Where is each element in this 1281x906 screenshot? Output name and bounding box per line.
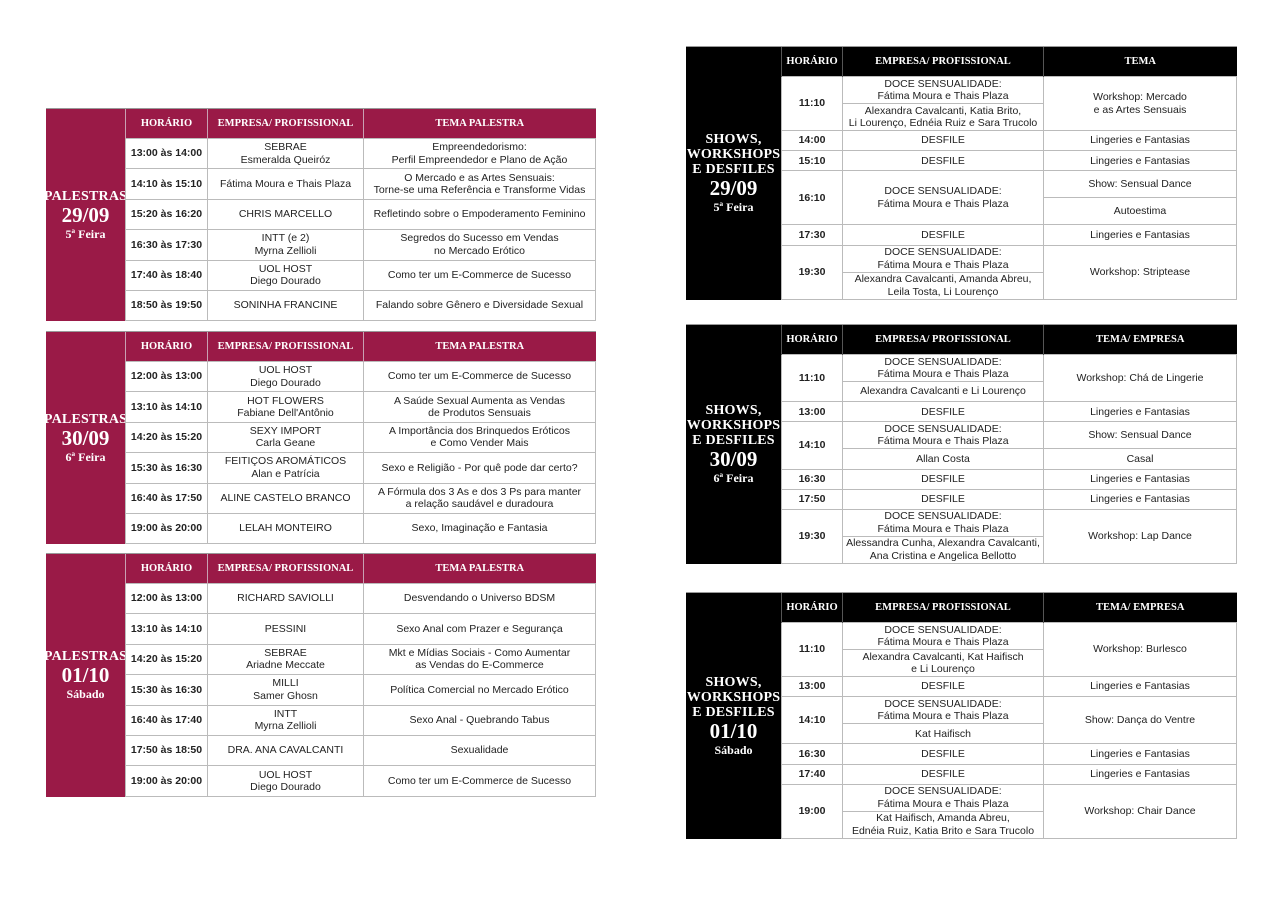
company-cell: DOCE SENSUALIDADE: Fátima Moura e Thais Plaza: [843, 623, 1044, 650]
company-cell: DESFILE: [843, 151, 1044, 171]
shows-table: [781, 325, 1237, 564]
company-cell: DOCE SENSUALIDADE: Fátima Moura e Thais Plaza: [843, 77, 1044, 104]
header-tema: TEMA/ EMPRESA: [1044, 325, 1237, 355]
palestras-label-panel: [43, 332, 128, 544]
shows-label-panel: [686, 325, 781, 564]
time-cell: 14:10: [782, 697, 843, 744]
theme-cell: Lingeries e Fantasias: [1044, 225, 1237, 245]
table-row: [782, 764, 1237, 784]
company-cell: DOCE SENSUALIDADE: Fátima Moura e Thais Plaza: [843, 697, 1044, 724]
time-cell: 16:40 às 17:50: [126, 483, 208, 513]
time-cell: 17:40: [782, 764, 843, 784]
palestras-table: [125, 554, 596, 797]
table-row: [126, 290, 596, 320]
table-row: [126, 453, 596, 483]
company-cell: DESFILE: [843, 489, 1044, 509]
company-cell: RICHARD SAVIOLLI: [208, 584, 364, 614]
table-row: [126, 483, 596, 513]
company-cell: UOL HOST Diego Dourado: [208, 260, 364, 290]
topic-cell: A Saúde Sexual Aumenta as Vendas de Produtos Sensuais: [364, 392, 596, 422]
panel-date: 29/09: [709, 176, 758, 201]
theme-cell: Workshop: Lap Dance: [1044, 509, 1237, 563]
topic-cell: Sexo Anal - Quebrando Tabus: [364, 705, 596, 735]
theme-cell: Lingeries e Fantasias: [1044, 677, 1237, 697]
table-row: [126, 392, 596, 422]
company-cell: Alessandra Cunha, Alexandra Cavalcanti, Ana Cristina e Angelica Bellotto: [843, 536, 1044, 563]
palestras-block-0110: [43, 553, 596, 797]
time-cell: 18:50 às 19:50: [126, 290, 208, 320]
table-row: [126, 614, 596, 644]
company-cell: CHRIS MARCELLO: [208, 199, 364, 229]
time-cell: 11:10: [782, 77, 843, 131]
header-horario: HORÁRIO: [782, 47, 843, 77]
time-cell: 14:10: [782, 422, 843, 469]
company-cell: INTT (e 2) Myrna Zellioli: [208, 230, 364, 260]
time-cell: 19:00 às 20:00: [126, 766, 208, 796]
header-empresa: EMPRESA/ PROFISSIONAL: [208, 554, 364, 584]
shows-label-panel: [686, 47, 781, 300]
time-cell: 14:10 às 15:10: [126, 169, 208, 199]
time-cell: 19:30: [782, 245, 843, 299]
time-cell: 16:10: [782, 171, 843, 225]
table-row: [126, 422, 596, 452]
company-cell: LELAH MONTEIRO: [208, 513, 364, 543]
header-empresa: EMPRESA/ PROFISSIONAL: [843, 593, 1044, 623]
topic-cell: Refletindo sobre o Empoderamento Feminino: [364, 199, 596, 229]
company-cell: DRA. ANA CAVALCANTI: [208, 735, 364, 765]
table-row: [782, 151, 1237, 171]
shows-table: [781, 47, 1237, 300]
panel-date: 29/09: [61, 203, 110, 228]
panel-line-1: SHOWS,: [705, 132, 762, 148]
time-cell: 19:30: [782, 509, 843, 563]
company-cell: FEITIÇOS AROMÁTICOS Alan e Patrícia: [208, 453, 364, 483]
company-cell: DOCE SENSUALIDADE: Fátima Moura e Thais Plaza: [843, 784, 1044, 811]
topic-cell: A Importância dos Brinquedos Eróticos e Como Vender Mais: [364, 422, 596, 452]
theme-cell: Workshop: Striptease: [1044, 245, 1237, 299]
table-row: [782, 402, 1237, 422]
panel-line-2: WORKSHOPS: [686, 418, 781, 434]
topic-cell: Segredos do Sucesso em Vendas no Mercado Erótico: [364, 230, 596, 260]
header-tema: TEMA PALESTRA: [364, 332, 596, 362]
time-cell: 14:20 às 15:20: [126, 422, 208, 452]
panel-title: PALESTRAS: [43, 189, 128, 205]
header-empresa: EMPRESA/ PROFISSIONAL: [208, 332, 364, 362]
panel-date: 30/09: [709, 447, 758, 472]
header-horario: HORÁRIO: [126, 109, 208, 139]
panel-date: 01/10: [61, 663, 110, 688]
panel-day: Sábado: [66, 687, 105, 702]
table-row: [126, 644, 596, 674]
company-cell: SEBRAE Esmeralda Queiróz: [208, 139, 364, 169]
company-cell: DESFILE: [843, 469, 1044, 489]
panel-line-1: SHOWS,: [705, 674, 762, 690]
time-cell: 16:30 às 17:30: [126, 230, 208, 260]
company-cell: DESFILE: [843, 677, 1044, 697]
topic-cell: Falando sobre Gênero e Diversidade Sexual: [364, 290, 596, 320]
table-row: [126, 230, 596, 260]
panel-line-3: E DESFILES: [692, 162, 775, 178]
table-row: [126, 260, 596, 290]
panel-line-2: WORKSHOPS: [686, 689, 781, 705]
table-row: [126, 199, 596, 229]
header-row: [126, 332, 596, 362]
table-row: [126, 139, 596, 169]
table-row: [782, 225, 1237, 245]
header-horario: HORÁRIO: [126, 332, 208, 362]
table-row: [782, 677, 1237, 697]
table-row: [126, 675, 596, 705]
header-row: [782, 47, 1237, 77]
time-cell: 17:50: [782, 489, 843, 509]
time-cell: 16:30: [782, 744, 843, 764]
table-row: [782, 784, 1237, 811]
header-horario: HORÁRIO: [782, 325, 843, 355]
company-cell: DESFILE: [843, 402, 1044, 422]
table-row: [126, 584, 596, 614]
topic-cell: Mkt e Mídias Sociais - Como Aumentar as Vendas do E-Commerce: [364, 644, 596, 674]
table-row: [782, 489, 1237, 509]
shows-block-2909: [686, 46, 1237, 300]
theme-cell: Lingeries e Fantasias: [1044, 151, 1237, 171]
palestras-block-3009: [43, 331, 596, 544]
panel-day: 6ª Feira: [65, 450, 106, 465]
theme-cell: Lingeries e Fantasias: [1044, 469, 1237, 489]
time-cell: 11:10: [782, 623, 843, 677]
theme-cell: Lingeries e Fantasias: [1044, 744, 1237, 764]
topic-cell: Como ter um E-Commerce de Sucesso: [364, 766, 596, 796]
theme-cell: Show: Dança do Ventre: [1044, 697, 1237, 744]
panel-day: 5ª Feira: [65, 227, 106, 242]
time-cell: 11:10: [782, 355, 843, 402]
panel-title: PALESTRAS: [43, 412, 128, 428]
topic-cell: Como ter um E-Commerce de Sucesso: [364, 260, 596, 290]
palestras-label-panel: [43, 109, 128, 321]
time-cell: 16:40 às 17:40: [126, 705, 208, 735]
theme-cell: Show: Sensual Dance: [1044, 171, 1237, 198]
shows-label-panel: [686, 593, 781, 839]
table-row: [126, 766, 596, 796]
table-row: [782, 131, 1237, 151]
company-cell: Kat Haifisch, Amanda Abreu, Ednéia Ruiz, Katia Brito e Sara Trucolo: [843, 811, 1044, 838]
company-cell: INTT Myrna Zellioli: [208, 705, 364, 735]
topic-cell: Sexo Anal com Prazer e Segurança: [364, 614, 596, 644]
company-cell: UOL HOST Diego Dourado: [208, 362, 364, 392]
table-row: [782, 422, 1237, 449]
company-cell: DESFILE: [843, 131, 1044, 151]
panel-date: 30/09: [61, 426, 110, 451]
theme-cell: Workshop: Burlesco: [1044, 623, 1237, 677]
table-row: [782, 245, 1237, 272]
table-row: [782, 509, 1237, 536]
header-row: [782, 593, 1237, 623]
theme-cell: Casal: [1044, 449, 1237, 469]
palestras-table: [125, 332, 596, 544]
company-cell: DOCE SENSUALIDADE: Fátima Moura e Thais Plaza: [843, 355, 1044, 382]
header-empresa: EMPRESA/ PROFISSIONAL: [208, 109, 364, 139]
theme-cell: Lingeries e Fantasias: [1044, 489, 1237, 509]
theme-cell: Workshop: Chá de Lingerie: [1044, 355, 1237, 402]
time-cell: 14:20 às 15:20: [126, 644, 208, 674]
topic-cell: Política Comercial no Mercado Erótico: [364, 675, 596, 705]
panel-title: PALESTRAS: [43, 649, 128, 665]
time-cell: 13:10 às 14:10: [126, 614, 208, 644]
company-cell: PESSINI: [208, 614, 364, 644]
time-cell: 15:20 às 16:20: [126, 199, 208, 229]
time-cell: 17:30: [782, 225, 843, 245]
company-cell: HOT FLOWERS Fabiane Dell'Antônio: [208, 392, 364, 422]
palestras-table: [125, 109, 596, 321]
company-cell: Alexandra Cavalcanti, Katia Brito, Li Lourenço, Ednéia Ruiz e Sara Trucolo: [843, 104, 1044, 131]
company-cell: SEBRAE Ariadne Meccate: [208, 644, 364, 674]
table-row: [782, 623, 1237, 650]
palestras-label-panel: [43, 554, 128, 797]
header-row: [126, 554, 596, 584]
header-tema: TEMA: [1044, 47, 1237, 77]
theme-cell: Lingeries e Fantasias: [1044, 764, 1237, 784]
time-cell: 14:00: [782, 131, 843, 151]
header-empresa: EMPRESA/ PROFISSIONAL: [843, 47, 1044, 77]
topic-cell: Empreendedorismo: Perfil Empreendedor e Plano de Ação: [364, 139, 596, 169]
table-row: [126, 169, 596, 199]
table-row: [126, 513, 596, 543]
time-cell: 19:00 às 20:00: [126, 513, 208, 543]
table-row: [782, 77, 1237, 104]
table-row: [782, 744, 1237, 764]
company-cell: Kat Haifisch: [843, 724, 1044, 744]
theme-cell: Lingeries e Fantasias: [1044, 402, 1237, 422]
company-cell: ALINE CASTELO BRANCO: [208, 483, 364, 513]
topic-cell: Sexo e Religião - Por quê pode dar certo?: [364, 453, 596, 483]
topic-cell: A Fórmula dos 3 As e dos 3 Ps para manter a relação saudável e duradoura: [364, 483, 596, 513]
company-cell: DOCE SENSUALIDADE: Fátima Moura e Thais Plaza: [843, 245, 1044, 272]
header-tema: TEMA PALESTRA: [364, 109, 596, 139]
panel-day: 6ª Feira: [713, 471, 754, 486]
time-cell: 17:50 às 18:50: [126, 735, 208, 765]
time-cell: 13:10 às 14:10: [126, 392, 208, 422]
company-cell: UOL HOST Diego Dourado: [208, 766, 364, 796]
shows-block-3009: [686, 324, 1237, 564]
company-cell: SONINHA FRANCINE: [208, 290, 364, 320]
table-row: [782, 355, 1237, 382]
theme-cell: Show: Sensual Dance: [1044, 422, 1237, 449]
time-cell: 16:30: [782, 469, 843, 489]
topic-cell: Como ter um E-Commerce de Sucesso: [364, 362, 596, 392]
panel-line-3: E DESFILES: [692, 433, 775, 449]
topic-cell: Sexualidade: [364, 735, 596, 765]
panel-line-1: SHOWS,: [705, 403, 762, 419]
time-cell: 13:00: [782, 402, 843, 422]
panel-date: 01/10: [709, 718, 758, 743]
company-cell: DOCE SENSUALIDADE: Fátima Moura e Thais Plaza: [843, 509, 1044, 536]
header-horario: HORÁRIO: [782, 593, 843, 623]
company-cell: MILLI Samer Ghosn: [208, 675, 364, 705]
shows-block-0110: [686, 592, 1237, 839]
header-horario: HORÁRIO: [126, 554, 208, 584]
table-row: [782, 171, 1237, 198]
header-empresa: EMPRESA/ PROFISSIONAL: [843, 325, 1044, 355]
company-cell: SEXY IMPORT Carla Geane: [208, 422, 364, 452]
panel-line-3: E DESFILES: [692, 704, 775, 720]
topic-cell: Sexo, Imaginação e Fantasia: [364, 513, 596, 543]
theme-cell: Autoestima: [1044, 198, 1237, 225]
panel-line-2: WORKSHOPS: [686, 147, 781, 163]
table-row: [782, 697, 1237, 724]
topic-cell: O Mercado e as Artes Sensuais: Torne-se uma Referência e Transforme Vidas: [364, 169, 596, 199]
shows-table: [781, 593, 1237, 839]
palestras-block-2909: [43, 108, 596, 321]
time-cell: 12:00 às 13:00: [126, 584, 208, 614]
company-cell: Allan Costa: [843, 449, 1044, 469]
panel-day: Sábado: [714, 742, 753, 757]
table-row: [126, 735, 596, 765]
time-cell: 19:00: [782, 784, 843, 838]
header-row: [782, 325, 1237, 355]
company-cell: Fátima Moura e Thais Plaza: [208, 169, 364, 199]
header-tema: TEMA/ EMPRESA: [1044, 593, 1237, 623]
time-cell: 12:00 às 13:00: [126, 362, 208, 392]
table-row: [126, 705, 596, 735]
theme-cell: Workshop: Mercado e as Artes Sensuais: [1044, 77, 1237, 131]
time-cell: 15:30 às 16:30: [126, 453, 208, 483]
time-cell: 15:30 às 16:30: [126, 675, 208, 705]
panel-day: 5ª Feira: [713, 200, 754, 215]
header-row: [126, 109, 596, 139]
company-cell: DOCE SENSUALIDADE: Fátima Moura e Thais Plaza: [843, 171, 1044, 225]
time-cell: 13:00 às 14:00: [126, 139, 208, 169]
time-cell: 15:10: [782, 151, 843, 171]
company-cell: Alexandra Cavalcanti, Amanda Abreu, Leila Tosta, Li Lourenço: [843, 272, 1044, 299]
time-cell: 17:40 às 18:40: [126, 260, 208, 290]
table-row: [782, 469, 1237, 489]
company-cell: DESFILE: [843, 225, 1044, 245]
table-row: [126, 362, 596, 392]
company-cell: Alexandra Cavalcanti e Li Lourenço: [843, 382, 1044, 402]
company-cell: Alexandra Cavalcanti, Kat Haifisch e Li Lourenço: [843, 650, 1044, 677]
table-row: [782, 449, 1237, 469]
header-tema: TEMA PALESTRA: [364, 554, 596, 584]
theme-cell: Lingeries e Fantasias: [1044, 131, 1237, 151]
company-cell: DESFILE: [843, 764, 1044, 784]
time-cell: 13:00: [782, 677, 843, 697]
topic-cell: Desvendando o Universo BDSM: [364, 584, 596, 614]
company-cell: DOCE SENSUALIDADE: Fátima Moura e Thais Plaza: [843, 422, 1044, 449]
company-cell: DESFILE: [843, 744, 1044, 764]
theme-cell: Workshop: Chair Dance: [1044, 784, 1237, 838]
